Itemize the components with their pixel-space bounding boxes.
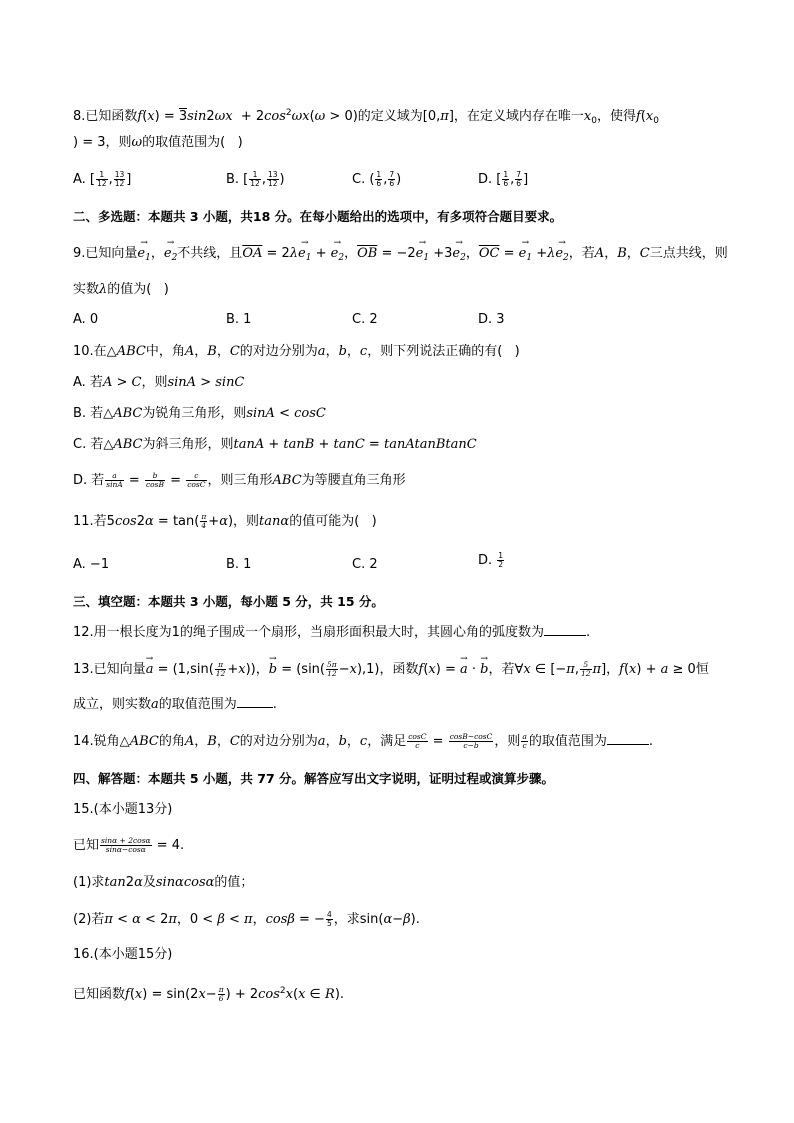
q12: 12.用一根长度为1的绳子围成一个扇形，当扇形面积最大时，其圆心角的弧度数为 . (73, 625, 591, 640)
q9-option-b[interactable]: B. 1 (226, 312, 252, 327)
q10-option-c[interactable]: C. 若△ABC为斜三角形，则tanA + tanB + tanC = tanAtanBtanC (73, 437, 477, 452)
section-2-heading: 二、多选题：本题共 3 小题，共18 分。在每小题给出的选项中，有多项符合题目要求。 (73, 209, 563, 224)
q13-line1: 13.已知向量→ a = (1,sin( $\frac{\pi}{12}$ +x))，→ b = (sin( $\frac{5\pi}{12}$ −x),1)，函数f(x) = → a · → b，若∀x ∈ [−π, $\frac{5}{12}$ π]，f(x) + a ≥ 0恒 (73, 661, 709, 679)
q11-option-b[interactable]: B. 1 (226, 557, 252, 572)
q10-option-b[interactable]: B. 若△ABC为锐角三角形，则sinA < cosC (73, 406, 326, 421)
q9-option-d[interactable]: D. 3 (478, 312, 505, 327)
q16-header: 16.(本小题15分) (73, 947, 173, 962)
q11-option-c[interactable]: C. 2 (352, 557, 378, 572)
q14-answer-blank[interactable] (607, 744, 649, 745)
q15-part2: (2)若π < α < 2π，0 < β < π，cosβ = − $\frac{4}{5}$ ，求sin(α−β). (73, 910, 420, 928)
q10-option-d[interactable]: D. 若 $\frac{a}{\sin A}$ = $\frac{b}{\cos B}$ = $\frac{c}{\cos C}$ ，则三角形ABC为等腰直角三角形 (73, 471, 406, 489)
q16-given: 已知函数f(x) = sin(2x− $\frac{\pi}{6}$ ) + $2\cos^2x(x$ ∈ R). (73, 985, 345, 1003)
q11-stem: 11.若5cos2α = tan( $\frac{\pi}{4}$ +α)，则tanα的值可能为( ) (73, 512, 377, 530)
q8-option-d[interactable]: D. [ $\frac{1}{6}$ , $\frac{7}{6}$ ] (478, 170, 529, 188)
q9-line2: 实数λ的值为( ) (73, 282, 169, 297)
q15-part1: (1)求tan2α及sinαcosα的值； (73, 875, 254, 890)
q15-given: 已知 $\frac{\sin\alpha + 2\cos\alpha}{\sin\alpha-\cos\alpha}$ = 4. (73, 836, 185, 854)
q10-option-a[interactable]: A. 若A > C，则sinA > sinC (73, 375, 245, 390)
q9-line1: 9.已知向量→ $e_1$，→ $e_2$不共线，且$\overline{OA} = 2\lambda\to e_1$ + → $e_2$，$\overline{OB} = -2\to e_1 +3\to e_2$，$\overline{OC}$ = → $e_1 +\lambda\to e_2$，若A，B，C三点共线，则 (73, 245, 728, 267)
q8-option-c[interactable]: C. ( $\frac{1}{6}$ , $\frac{7}{6}$ ) (352, 170, 402, 188)
q8-line2: ) = 3，则ω的取值范围为( ) (73, 135, 243, 150)
q15-header: 15.(本小题13分) (73, 802, 173, 817)
q10-stem: 10.在△ABC中，角A，B，C的对边分别为a，b，c，则下列说法正确的有( ) (73, 344, 520, 359)
q9-option-c[interactable]: C. 2 (352, 312, 378, 327)
q13-answer-blank[interactable] (237, 707, 273, 708)
q8-option-a[interactable]: A. [ $\frac{1}{12}$ , $\frac{13}{12}$ ] (73, 170, 132, 188)
q8-option-b[interactable]: B. [ $\frac{1}{12}$ , $\frac{13}{12}$ ) (226, 170, 285, 188)
section-4-heading: 四、解答题：本题共 5 小题，共 77 分。解答应写出文字说明，证明过程或演算步骤。 (73, 771, 555, 786)
q9-option-a[interactable]: A. 0 (73, 312, 99, 327)
q8-line1: 8.已知函数$f(x) = 3\sin 2\omega x + 2\cos^2\omega x(\omega > 0)$的定义域为[0,π]，在定义域内存在唯一$x_0$，使得$f(x_0$ (73, 108, 659, 126)
q11-option-d[interactable]: D. $\frac{1}{2}$ (478, 551, 504, 569)
q13-line2: 成立，则实数a的取值范围为 . (73, 697, 277, 712)
q12-answer-blank[interactable] (544, 635, 586, 636)
q11-option-a[interactable]: A. −1 (73, 557, 110, 572)
section-3-heading: 三、填空题：本题共 3 小题，每小题 5 分，共 15 分。 (73, 594, 384, 609)
q14: 14.锐角△ABC的角A，B，C的对边分别为a，b，c，满足 $\frac{\cos C}{c}$ = $\frac{\cos B-\cos C}{c-b}$ ，则 $\frac{a}{c}$ 的取值范围为 . (73, 732, 654, 750)
